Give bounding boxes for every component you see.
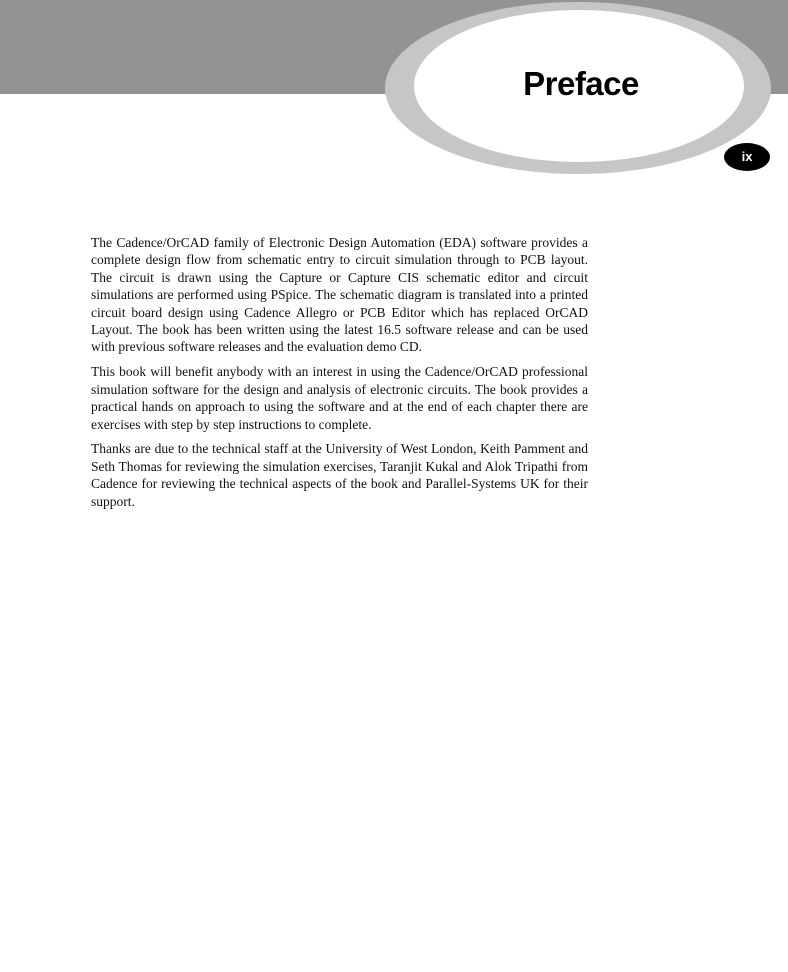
page-number-badge: ix <box>724 143 770 171</box>
paragraph-intro: The Cadence/OrCAD family of Electronic Design Automation (EDA) software provides a complete design flow from schematic entry to circuit simulation through to PCB layout. The circuit is drawn using the Capture or Capture CIS schematic editor and circuit simulations are performed using PSpice. The schematic diagram is translated into a printed circuit board design using Cadence Allegro or PCB Editor which has replaced OrCAD Layout. The book has been written using the latest 16.5 software release and can be used with previous software releases and the evaluation demo CD. <box>91 235 588 355</box>
paragraph-acknowledgements: Thanks are due to the technical staff at the University of West London, Keith Pamment and Seth Thomas for reviewing the simulation exercises, Taranjit Kukal and Alok Tripathi from Cadence for reviewing the technical aspects of the book and Parallel-Systems UK for their support. <box>91 441 588 509</box>
paragraph-audience: This book will benefit anybody with an interest in using the Cadence/OrCAD professional simulation software for the design and analysis of electronic circuits. The book provides a practical hands on approach to using the software and at the end of each chapter there are exercises with step by step instructions to complete. <box>91 364 588 432</box>
preface-body <box>91 234 588 518</box>
page-title: Preface <box>523 65 639 102</box>
